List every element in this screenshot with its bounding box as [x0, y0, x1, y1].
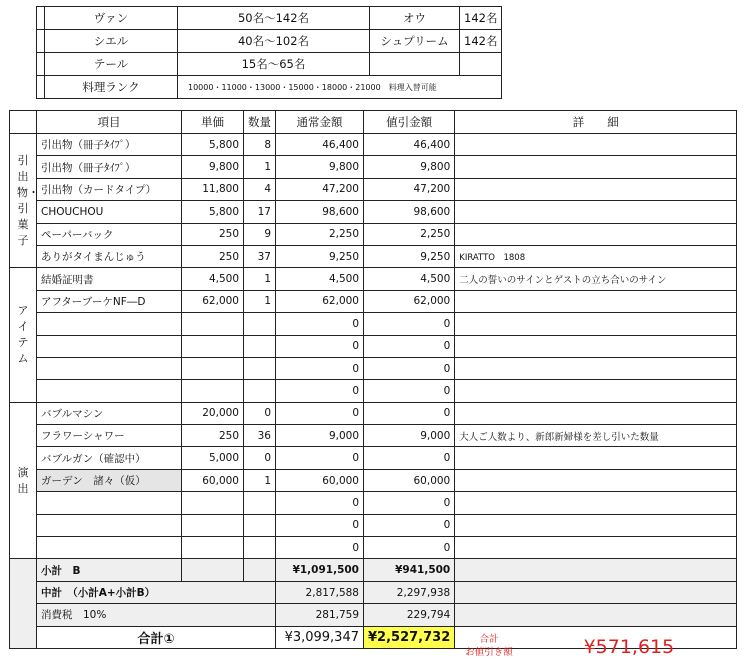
total-row [10, 626, 737, 648]
quantity [244, 357, 276, 379]
unit-price [182, 313, 244, 335]
section-category-label: 引出物・引菓子 [17, 153, 39, 247]
detail-note [455, 335, 737, 357]
cuisine-rank-row [37, 76, 502, 99]
quantity: 1 [244, 290, 276, 312]
discount-amount: 47,200 [364, 178, 455, 200]
item-name [37, 313, 182, 335]
item-name [37, 335, 182, 357]
blank-cell [37, 76, 45, 99]
detail-note [455, 447, 737, 469]
venue-capacity: 40名～102名 [178, 30, 370, 53]
detail-note [455, 178, 737, 200]
discount-amount: 0 [364, 447, 455, 469]
quantity [244, 313, 276, 335]
table-row [10, 201, 737, 223]
unit-price [182, 514, 244, 536]
estimate-table [9, 110, 737, 658]
regular-amount: 2,250 [276, 223, 364, 245]
summary-category-cell [10, 559, 37, 649]
detail-note [455, 134, 737, 156]
unit-price: 250 [182, 223, 244, 245]
venue-row [37, 7, 502, 30]
midtotal-label: 中計 （小計A+小計B） [37, 581, 276, 603]
savings-value: ¥571,615 [583, 635, 675, 658]
regular-amount: 0 [276, 537, 364, 559]
header-detail: 詳 細 [455, 111, 737, 134]
item-name [37, 380, 182, 402]
detail-note [455, 223, 737, 245]
discount-amount: 9,800 [364, 156, 455, 178]
regular-amount: 98,600 [276, 201, 364, 223]
tax-discount: 229,794 [364, 604, 455, 626]
item-name: 結婚証明書 [37, 268, 182, 290]
quantity [244, 492, 276, 514]
savings-label-line2: お値引き額 [465, 646, 513, 658]
detail-note [455, 156, 737, 178]
section-category-label: 演出 [17, 465, 29, 495]
detail-note: KIRATTO 1808 [455, 245, 737, 267]
unit-price: 5,000 [182, 447, 244, 469]
table-row [10, 469, 737, 491]
header-item: 項目 [37, 111, 182, 134]
item-name: CHOUCHOU [37, 201, 182, 223]
item-name: 引出物（冊子ﾀｲﾌﾟ） [37, 134, 182, 156]
table-row [10, 335, 737, 357]
table-row [10, 537, 737, 559]
table-row [10, 357, 737, 379]
quantity [244, 380, 276, 402]
venue-name [370, 53, 460, 76]
blank-cell [455, 604, 737, 626]
quantity: 9 [244, 223, 276, 245]
regular-amount: 0 [276, 335, 364, 357]
table-row [10, 514, 737, 536]
discount-amount: 9,250 [364, 245, 455, 267]
table-row [10, 425, 737, 447]
quantity [244, 537, 276, 559]
quantity: 36 [244, 425, 276, 447]
unit-price: 60,000 [182, 469, 244, 491]
venue-row [37, 30, 502, 53]
regular-amount: 9,000 [276, 425, 364, 447]
midtotal-regular: 2,817,588 [276, 581, 364, 603]
quantity [244, 335, 276, 357]
table-row [10, 178, 737, 200]
cuisine-rank-label: 料理ランク [45, 76, 178, 99]
table-row [10, 402, 737, 424]
header-price: 単価 [182, 111, 244, 134]
unit-price [182, 380, 244, 402]
venue-row [37, 53, 502, 76]
item-name: バブルガン（確認中） [37, 447, 182, 469]
table-row [10, 156, 737, 178]
detail-note [455, 402, 737, 424]
item-name [37, 492, 182, 514]
subtotal-b-discount: ¥941,500 [364, 559, 455, 581]
regular-amount: 0 [276, 492, 364, 514]
total-regular: ¥3,099,347 [276, 626, 364, 648]
item-name [37, 537, 182, 559]
venue-name: ヴァン [45, 7, 178, 30]
discount-amount: 60,000 [364, 469, 455, 491]
unit-price: 250 [182, 425, 244, 447]
detail-note [455, 201, 737, 223]
subtotal-b-row [10, 559, 737, 581]
venue-name: シエル [45, 30, 178, 53]
section-category [10, 134, 37, 268]
discount-amount: 0 [364, 380, 455, 402]
quantity: 4 [244, 178, 276, 200]
item-name: ガーデン 諸々（仮） [37, 469, 182, 491]
regular-amount: 0 [276, 313, 364, 335]
detail-note [455, 290, 737, 312]
tax-row [10, 604, 737, 626]
blank-cell [37, 7, 45, 30]
venue-capacity: 142名 [460, 30, 502, 53]
discount-amount: 0 [364, 357, 455, 379]
detail-note [455, 469, 737, 491]
savings-label [465, 633, 513, 659]
table-row [10, 313, 737, 335]
unit-price: 11,800 [182, 178, 244, 200]
blank-cell [37, 53, 45, 76]
quantity [244, 514, 276, 536]
item-name: 引出物（冊子ﾀｲﾌﾟ） [37, 156, 182, 178]
venue-capacity: 50名～142名 [178, 7, 370, 30]
venue-name: テール [45, 53, 178, 76]
discount-amount: 0 [364, 335, 455, 357]
discount-amount: 0 [364, 402, 455, 424]
section-category [10, 402, 37, 559]
item-name: 引出物（カードタイプ） [37, 178, 182, 200]
venue-name: オウ [370, 7, 460, 30]
total-label: 合計① [37, 626, 276, 648]
discount-amount: 2,250 [364, 223, 455, 245]
blank-cell [455, 581, 737, 603]
item-name: ペーパーバック [37, 223, 182, 245]
regular-amount: 0 [276, 514, 364, 536]
tax-regular: 281,759 [276, 604, 364, 626]
header-qty: 数量 [244, 111, 276, 134]
blank-cell [37, 30, 45, 53]
quantity: 37 [244, 245, 276, 267]
detail-note [455, 357, 737, 379]
item-name [37, 514, 182, 536]
savings-label-line1: 合計 [479, 633, 499, 645]
section-body [10, 134, 737, 559]
discount-amount: 46,400 [364, 134, 455, 156]
blank-cell [244, 559, 276, 581]
regular-amount: 0 [276, 357, 364, 379]
regular-amount: 47,200 [276, 178, 364, 200]
discount-amount: 9,000 [364, 425, 455, 447]
unit-price: 9,800 [182, 156, 244, 178]
regular-amount: 0 [276, 402, 364, 424]
unit-price: 62,000 [182, 290, 244, 312]
detail-note [455, 514, 737, 536]
regular-amount: 4,500 [276, 268, 364, 290]
item-name: フラワーシャワー [37, 425, 182, 447]
table-row [10, 290, 737, 312]
detail-note [455, 380, 737, 402]
regular-amount: 0 [276, 447, 364, 469]
quantity: 1 [244, 268, 276, 290]
venue-capacity: 142名 [460, 7, 502, 30]
midtotal-discount: 2,297,938 [364, 581, 455, 603]
regular-amount: 62,000 [276, 290, 364, 312]
table-header-row [10, 111, 737, 134]
item-name [37, 357, 182, 379]
discount-amount: 0 [364, 492, 455, 514]
detail-note: 二人の誓いのサインとゲストの立ち合いのサイン [455, 268, 737, 290]
quantity: 8 [244, 134, 276, 156]
discount-amount: 0 [364, 537, 455, 559]
header-regular: 通常金額 [276, 111, 364, 134]
midtotal-row [10, 581, 737, 603]
table-row [10, 268, 737, 290]
detail-note [455, 537, 737, 559]
venue-capacity: 15名～65名 [178, 53, 370, 76]
quantity: 1 [244, 156, 276, 178]
venue-name: シュプリーム [370, 30, 460, 53]
item-name: ありがタイまんじゅう [37, 245, 182, 267]
discount-amount: 4,500 [364, 268, 455, 290]
subtotal-b-regular: ¥1,091,500 [276, 559, 364, 581]
unit-price: 250 [182, 245, 244, 267]
unit-price [182, 335, 244, 357]
quantity: 17 [244, 201, 276, 223]
cuisine-rank-value: 10000・11000・13000・15000・18000・21000 料理入替可能 [178, 76, 502, 99]
discount-amount: 62,000 [364, 290, 455, 312]
tax-label: 消費税 10% [37, 604, 276, 626]
quantity: 0 [244, 402, 276, 424]
regular-amount: 9,800 [276, 156, 364, 178]
header-discount: 値引金額 [364, 111, 455, 134]
total-discount: ¥2,527,732 [364, 626, 455, 648]
table-row [10, 492, 737, 514]
table-row [10, 223, 737, 245]
table-row [10, 380, 737, 402]
quantity: 0 [244, 447, 276, 469]
regular-amount: 0 [276, 380, 364, 402]
table-row [10, 245, 737, 267]
unit-price: 5,800 [182, 201, 244, 223]
section-category [10, 268, 37, 402]
discount-amount: 0 [364, 313, 455, 335]
discount-amount: 0 [364, 514, 455, 536]
quantity: 1 [244, 469, 276, 491]
unit-price [182, 357, 244, 379]
unit-price [182, 537, 244, 559]
discount-amount: 98,600 [364, 201, 455, 223]
detail-note: 大人ご人数より、新郎新婦様を差し引いた数量 [455, 425, 737, 447]
table-row [10, 134, 737, 156]
venue-capacity [460, 53, 502, 76]
detail-note [455, 313, 737, 335]
regular-amount: 9,250 [276, 245, 364, 267]
unit-price: 5,800 [182, 134, 244, 156]
venue-info-table [36, 6, 502, 99]
unit-price: 4,500 [182, 268, 244, 290]
unit-price [182, 492, 244, 514]
section-category-label: アイテム [17, 304, 29, 366]
regular-amount: 46,400 [276, 134, 364, 156]
header-category [10, 111, 37, 134]
item-name: アフターブーケNF―D [37, 290, 182, 312]
detail-note [455, 492, 737, 514]
item-name: バブルマシン [37, 402, 182, 424]
blank-cell [455, 559, 737, 581]
savings-cell [455, 626, 737, 658]
regular-amount: 60,000 [276, 469, 364, 491]
blank-cell [182, 559, 244, 581]
unit-price: 20,000 [182, 402, 244, 424]
table-row [10, 447, 737, 469]
subtotal-b-label: 小計 B [37, 559, 182, 581]
